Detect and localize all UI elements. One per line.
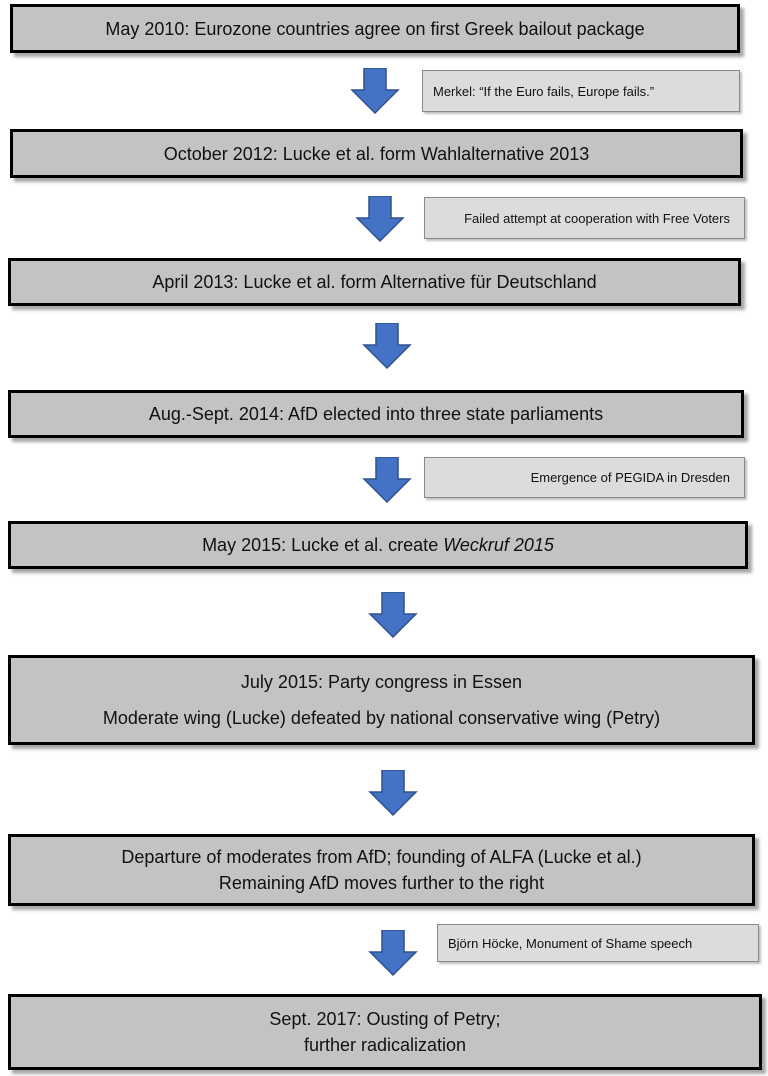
step-box-greek-bailout: [10, 4, 740, 53]
down-arrow-icon: [355, 196, 405, 242]
step-text-line1: July 2015: Party congress in Essen: [240, 672, 523, 692]
step-text-line1: Departure of moderates from AfD; founding of ALFA (Lucke et al.): [121, 847, 642, 867]
note-hoecke-speech: [437, 924, 759, 962]
step-box-weckruf: [8, 521, 748, 569]
step-box-wahlalternative: [10, 129, 743, 178]
step-text: May 2010: Eurozone countries agree on first Greek bailout package: [105, 18, 645, 39]
step-box-alfa-founding: [8, 834, 755, 906]
step-text: April 2013: Lucke et al. form Alternative für Deutschland: [152, 272, 597, 292]
step-box-afd-founded: [8, 258, 741, 306]
down-arrow-icon: [362, 323, 412, 369]
step-text: [202, 532, 554, 558]
note-text: Failed attempt at cooperation with Free Voters: [464, 210, 730, 226]
step-text: October 2012: Lucke et al. form Wahlalternative 2013: [163, 143, 590, 164]
step-box-essen-congress: [8, 655, 755, 745]
step-text-italic: Weckruf 2015: [443, 535, 554, 555]
step-text: Aug.-Sept. 2014: AfD elected into three state parliaments: [148, 404, 604, 424]
step-box-petry-ousting: [8, 994, 762, 1070]
down-arrow-icon: [368, 930, 418, 976]
step-text-line2: Moderate wing (Lucke) defeated by national conservative wing (Petry): [102, 708, 661, 728]
step-text-line2: Remaining AfD moves further to the right: [218, 873, 545, 893]
down-arrow-icon: [350, 68, 400, 114]
note-merkel-quote: [422, 70, 740, 112]
down-arrow-icon: [362, 457, 412, 503]
note-text: Merkel: “If the Euro fails, Europe fails.”: [433, 83, 655, 99]
down-arrow-icon: [368, 770, 418, 816]
note-pegida: [424, 457, 745, 498]
note-text: Björn Höcke, Monument of Shame speech: [448, 935, 693, 951]
step-box-state-parliaments: [8, 390, 744, 438]
note-free-voters: [424, 197, 745, 239]
note-text: Emergence of PEGIDA in Dresden: [530, 470, 730, 485]
step-text-line1: Sept. 2017: Ousting of Petry;: [269, 1009, 501, 1029]
step-text-prefix: May 2015: Lucke et al. create: [202, 535, 444, 555]
step-text-line2: further radicalization: [303, 1035, 467, 1055]
down-arrow-icon: [368, 592, 418, 638]
